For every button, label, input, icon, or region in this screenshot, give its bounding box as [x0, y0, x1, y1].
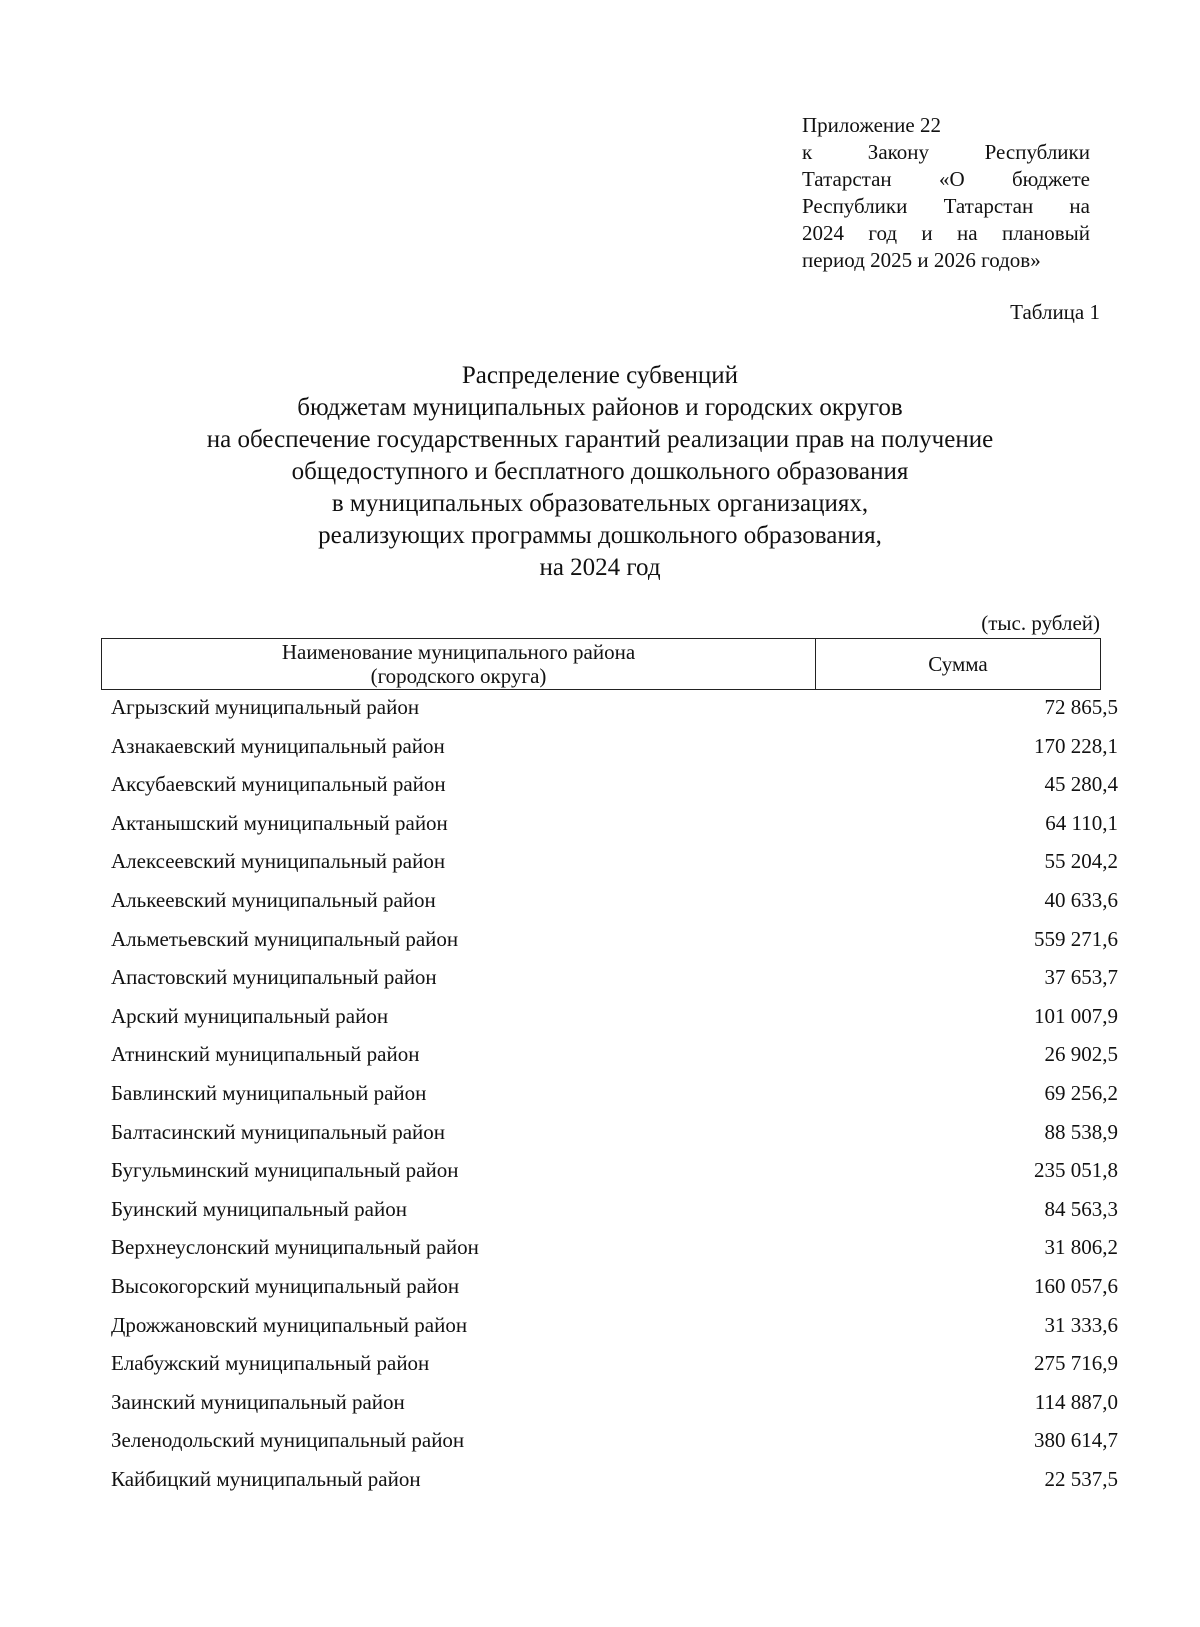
title-line: бюджетам муниципальных районов и городских округов	[297, 394, 903, 421]
district-sum: 275 716,9	[1034, 1351, 1118, 1376]
header-name-line: (городского округа)	[370, 664, 547, 688]
district-name: Зеленодольский муниципальный район	[111, 1428, 465, 1453]
district-sum: 160 057,6	[1034, 1273, 1118, 1298]
table-row	[111, 692, 1118, 731]
district-sum: 64 110,1	[1045, 810, 1118, 835]
district-sum: 235 051,8	[1034, 1158, 1118, 1183]
district-name: Арский муниципальный район	[111, 1003, 389, 1028]
table-row	[111, 1387, 1118, 1426]
table-row	[111, 1271, 1118, 1310]
title-line: Распределение субвенций	[461, 362, 739, 389]
appendix-line: период 2025 и 2026 годов»	[802, 248, 1041, 272]
table-row	[111, 846, 1118, 885]
district-name: Балтасинский муниципальный район	[111, 1119, 446, 1144]
district-sum: 22 537,5	[1044, 1466, 1118, 1491]
district-name: Буинский муниципальный район	[111, 1196, 407, 1221]
header-name-line: Наименование муниципального района	[281, 640, 636, 664]
title-line: на 2024 год	[539, 554, 661, 581]
header-name-cell	[102, 639, 816, 689]
district-sum: 559 271,6	[1034, 926, 1118, 951]
district-name: Алексеевский муниципальный район	[111, 849, 446, 874]
title-line: общедоступного и бесплатного дошкольного образования	[291, 458, 909, 485]
district-name: Аксубаевский муниципальный район	[111, 772, 446, 797]
district-sum: 45 280,4	[1044, 772, 1118, 797]
table-row	[111, 1194, 1118, 1233]
district-name: Апастовский муниципальный район	[111, 965, 437, 990]
table-row	[111, 885, 1118, 924]
table-row	[111, 1155, 1118, 1194]
district-sum: 55 204,2	[1044, 849, 1118, 874]
district-name: Бавлинский муниципальный район	[111, 1080, 427, 1105]
district-sum: 31 806,2	[1044, 1235, 1118, 1260]
district-name: Альметьевский муниципальный район	[111, 926, 459, 951]
district-sum: 114 887,0	[1034, 1389, 1118, 1414]
district-name: Алькеевский муниципальный район	[111, 887, 436, 912]
district-name: Актанышский муниципальный район	[111, 810, 448, 835]
district-name: Бугульминский муниципальный район	[111, 1158, 459, 1183]
table-row	[111, 962, 1118, 1001]
district-name: Высокогорский муниципальный район	[111, 1273, 460, 1298]
header-sum-cell: Сумма	[928, 651, 988, 676]
appendix-line: Приложение 22	[802, 113, 941, 137]
table-row	[111, 1078, 1118, 1117]
district-name: Елабужский муниципальный район	[111, 1351, 430, 1376]
district-sum: 37 653,7	[1044, 965, 1118, 990]
table-body	[111, 692, 1118, 1502]
district-name: Кайбицкий муниципальный район	[111, 1466, 421, 1491]
district-sum: 380 614,7	[1034, 1428, 1118, 1453]
table-row	[111, 924, 1118, 963]
district-sum: 40 633,6	[1044, 887, 1118, 912]
district-name: Дрожжановский муниципальный район	[111, 1312, 468, 1337]
table-row	[111, 808, 1118, 847]
district-sum: 88 538,9	[1044, 1119, 1118, 1144]
document-title	[100, 360, 1100, 584]
appendix-line: Республики Татарстан на	[802, 194, 1090, 218]
district-sum: 170 228,1	[1034, 733, 1118, 758]
table-header	[101, 638, 1101, 690]
district-name: Заинский муниципальный район	[111, 1389, 405, 1414]
appendix-note	[802, 112, 1090, 274]
table-row	[111, 1425, 1118, 1464]
appendix-line: Татарстан «О бюджете	[802, 167, 1090, 191]
title-line: в муниципальных образовательных организациях,	[331, 490, 869, 517]
table-row	[111, 1001, 1118, 1040]
district-sum: 101 007,9	[1034, 1003, 1118, 1028]
table-row	[111, 1310, 1118, 1349]
table-row	[111, 769, 1118, 808]
district-name: Атнинский муниципальный район	[111, 1042, 420, 1067]
district-name: Азнакаевский муниципальный район	[111, 733, 445, 758]
table-row	[111, 1039, 1118, 1078]
table-row	[111, 731, 1118, 770]
district-sum: 31 333,6	[1044, 1312, 1118, 1337]
appendix-line: 2024 год и на плановый	[802, 221, 1090, 245]
title-line: на обеспечение государственных гарантий реализации прав на получение	[206, 426, 994, 453]
units-label: (тыс. рублей)	[981, 611, 1100, 635]
district-sum: 26 902,5	[1044, 1042, 1118, 1067]
district-sum: 69 256,2	[1044, 1080, 1118, 1105]
district-name: Верхнеуслонский муниципальный район	[111, 1235, 479, 1260]
district-sum: 84 563,3	[1044, 1196, 1118, 1221]
appendix-line: к Закону Республики	[802, 140, 1090, 164]
table-row	[111, 1464, 1118, 1503]
title-line: реализующих программы дошкольного образования,	[318, 522, 882, 549]
table-row	[111, 1117, 1118, 1156]
district-name: Агрызский муниципальный район	[111, 695, 420, 719]
table-label: Таблица 1	[1010, 300, 1100, 324]
table-row	[111, 1348, 1118, 1387]
district-sum: 72 865,5	[1044, 695, 1118, 719]
table-row	[111, 1232, 1118, 1271]
